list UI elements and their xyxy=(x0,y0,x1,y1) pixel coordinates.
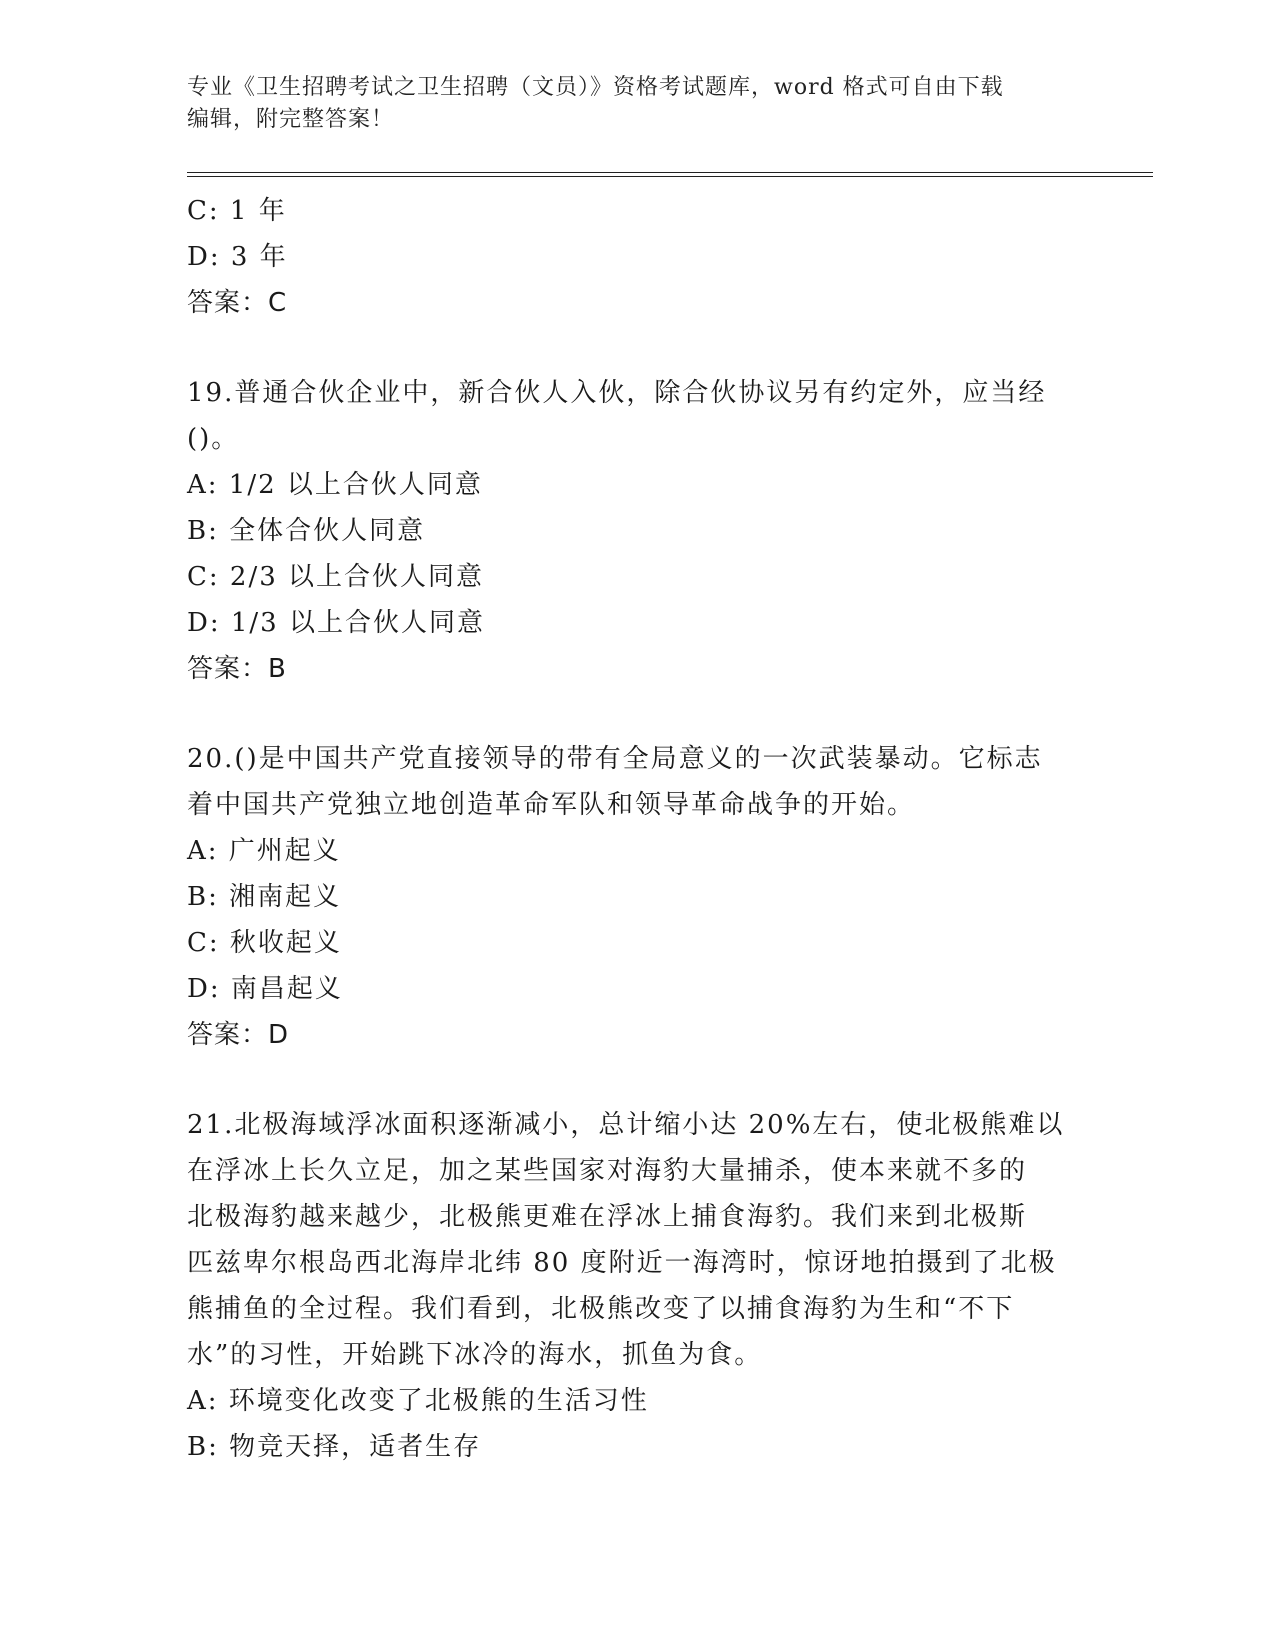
text-line: D: 1/3 以上合伙人同意 xyxy=(187,608,485,638)
header-line-1: 专业《卫生招聘考试之卫生招聘（文员）》资格考试题库，word 格式可自由下载 xyxy=(187,75,1004,100)
text-line: 19.普通合伙企业中，新合伙人入伙，除合伙协议另有约定外，应当经 xyxy=(187,378,1047,408)
text-line: B: 湘南起义 xyxy=(187,882,342,912)
text-line: 着中国共产党独立地创造革命军队和领导革命战争的开始。 xyxy=(187,790,916,820)
text-line: 水”的习性，开始跳下冰冷的海水，抓鱼为食。 xyxy=(187,1340,763,1370)
text-line: C: 秋收起义 xyxy=(187,928,342,958)
question-content xyxy=(187,188,1087,1470)
text-line: ()。 xyxy=(187,424,240,454)
header-rule-bottom xyxy=(187,176,1153,177)
header-rule-top xyxy=(187,172,1153,173)
header-line-2: 编辑，附完整答案！ xyxy=(187,107,395,132)
text-line: 熊捕鱼的全过程。我们看到，北极熊改变了以捕食海豹为生和“不下 xyxy=(187,1294,1015,1324)
text-line: C: 1 年 xyxy=(187,196,287,226)
answer-line: 答案：D xyxy=(187,1020,290,1050)
text-line: A: 1/2 以上合伙人同意 xyxy=(187,470,483,500)
text-line: 北极海豹越来越少，北极熊更难在浮冰上捕食海豹。我们来到北极斯 xyxy=(187,1202,1028,1232)
text-line: D: 3 年 xyxy=(187,242,288,272)
text-line: A: 环境变化改变了北极熊的生活习性 xyxy=(187,1386,649,1416)
question-spacer xyxy=(187,326,1087,370)
text-line: C: 2/3 以上合伙人同意 xyxy=(187,562,485,592)
question-spacer xyxy=(187,692,1087,736)
text-line: 21.北极海域浮冰面积逐渐减小，总计缩小达 20%左右，使北极熊难以 xyxy=(187,1110,1065,1140)
document-header xyxy=(187,72,1087,136)
text-line: 匹兹卑尔根岛西北海岸北纬 80 度附近一海湾时，惊讶地拍摄到了北极 xyxy=(187,1248,1057,1278)
text-line: D: 南昌起义 xyxy=(187,974,343,1004)
text-line: B: 全体合伙人同意 xyxy=(187,516,426,546)
answer-line: 答案：C xyxy=(187,288,288,318)
text-line: B: 物竞天择，适者生存 xyxy=(187,1432,482,1462)
text-line: A: 广州起义 xyxy=(187,836,341,866)
text-line: 在浮冰上长久立足，加之某些国家对海豹大量捕杀，使本来就不多的 xyxy=(187,1156,1028,1186)
question-spacer xyxy=(187,1058,1087,1102)
answer-line: 答案：B xyxy=(187,654,287,684)
text-line: 20.()是中国共产党直接领导的带有全局意义的一次武装暴动。它标志 xyxy=(187,744,1043,774)
